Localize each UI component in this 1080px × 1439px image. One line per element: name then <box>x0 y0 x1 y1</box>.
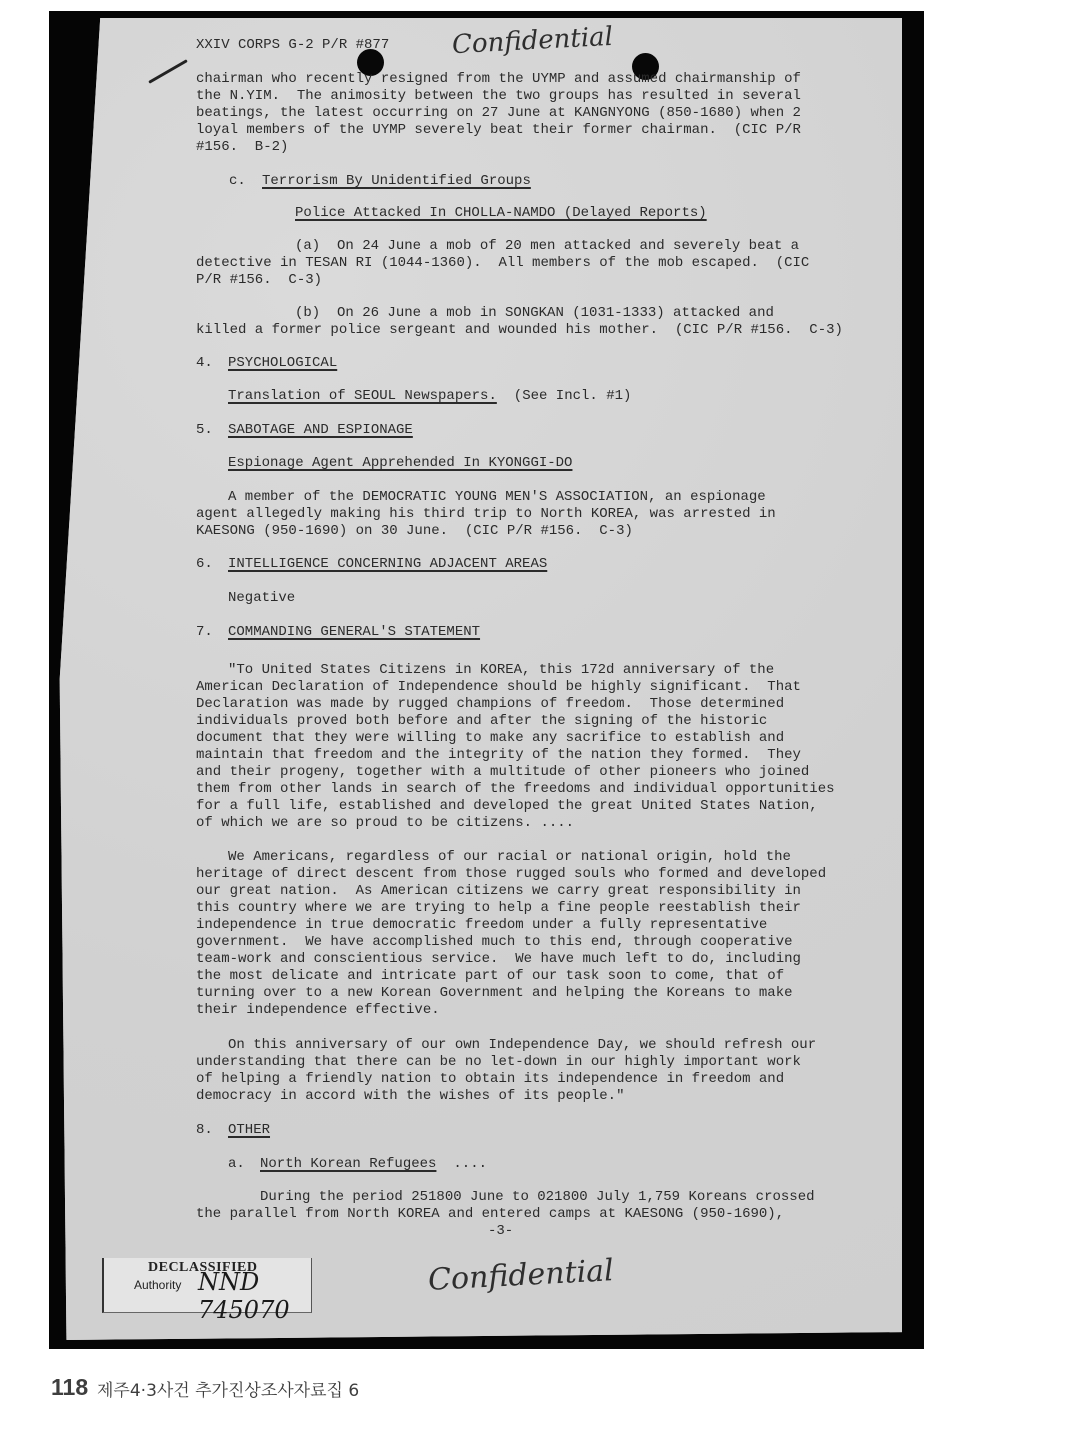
section-number: 5. <box>196 422 213 438</box>
section-subtitle: Police Attacked In CHOLLA-NAMDO (Delayed Reports) <box>295 205 707 221</box>
text-line: our great nation. As American citizens we carry great responsibility in <box>196 883 801 899</box>
book-page-number: 118 <box>51 1374 89 1400</box>
confidential-handwriting-top: Confidential <box>451 21 614 61</box>
stamp-authority-label: Authority <box>134 1278 182 1292</box>
text-line: Negative <box>228 590 296 606</box>
text-line: On this anniversary of our own Independence Day, we should refresh our <box>228 1037 817 1053</box>
text-line: of which we are so proud to be citizens. .... <box>196 815 575 831</box>
text-line: killed a former police sergeant and wounded his mother. (CIC P/R #156. C-3) <box>196 322 843 338</box>
text-line: understanding that there can be no let-down in our highly important work <box>196 1054 801 1070</box>
text-line: #156. B-2) <box>196 139 289 155</box>
text-line: KAESONG (950-1690) on 30 June. (CIC P/R #156. C-3) <box>196 523 633 539</box>
text-line: and their progeny, together with a multitude of other pioneers who joined <box>196 764 810 780</box>
text-line: their independence effective. <box>196 1002 440 1018</box>
text-line: democracy in accord with the wishes of its people." <box>196 1088 625 1104</box>
text-line: beatings, the latest occurring on 27 June at KANGNYONG (850-1680) when 2 <box>196 105 801 121</box>
text-line: loyal members of the UYMP severely beat their former chairman. (CIC P/R <box>196 122 801 138</box>
text-line: turning over to a new Korean Government and helping the Koreans to make <box>196 985 793 1001</box>
section-title: OTHER <box>228 1122 271 1138</box>
section-label: c. <box>229 173 246 189</box>
stamp-title: DECLASSIFIED <box>148 1260 258 1275</box>
section-subtitle: Espionage Agent Apprehended In KYONGGI-DO <box>228 455 573 471</box>
text-line: for a full life, established and developed the great United States Nation, <box>196 798 818 814</box>
text-line: detective in TESAN RI (1044-1360). All members of the mob escaped. (CIC <box>196 255 810 271</box>
text-line: the N.YIM. The animosity between the two groups has resulted in several <box>196 88 801 104</box>
text-line: Translation of SEOUL Newspapers. <box>228 388 497 404</box>
text-line: American Declaration of Independence should be highly significant. That <box>196 679 801 695</box>
text-line: this country where we are trying to help a fine people reestablish their <box>196 900 801 916</box>
text-line: A member of the DEMOCRATIC YOUNG MEN'S ASSOCIATION, an espionage <box>228 489 766 505</box>
text-line: Declaration was made by rugged champions of freedom. Those determined <box>196 696 785 712</box>
text-line: .... <box>445 1156 488 1172</box>
text-line: team-work and conscientious service. We have much left to do, including <box>196 951 801 967</box>
confidential-handwriting-bottom: Confidential <box>427 1253 615 1298</box>
text-line: heritage of direct descent from those rugged souls who formed and developed <box>196 866 827 882</box>
section-number: 8. <box>196 1122 213 1138</box>
text-line: of helping a friendly nation to obtain its independence in freedom and <box>196 1071 785 1087</box>
text-line: the parallel from North KOREA and entered camps at KAESONG (950-1690), <box>196 1206 785 1222</box>
subsection-title: North Korean Refugees <box>260 1156 437 1172</box>
stamp-authority-value: NND 745070 <box>198 1268 290 1324</box>
text-line: independence in true democratic freedom under a fully representative <box>196 917 768 933</box>
text-line: P/R #156. C-3) <box>196 272 323 288</box>
text-line: document that they were willing to make any sacrifice to establish and <box>196 730 785 746</box>
page-number: -3- <box>488 1223 514 1239</box>
document-header: XXIV CORPS G-2 P/R #877 <box>196 37 390 53</box>
section-title: INTELLIGENCE CONCERNING ADJACENT AREAS <box>228 556 548 572</box>
text-line: (See Incl. #1) <box>497 388 632 404</box>
text-line: them from other lands in search of the freedoms and individual opportunities <box>196 781 835 797</box>
text-line: (a) On 24 June a mob of 20 men attacked and severely beat a <box>295 238 800 254</box>
section-title: PSYCHOLOGICAL <box>228 355 338 371</box>
declassified-stamp <box>102 1258 312 1324</box>
book-title: 제주4·3사건 추가진상조사자료집 6 <box>97 1381 360 1401</box>
text-line: "To United States Citizens in KOREA, this 172d anniversary of the <box>228 662 775 678</box>
section-number: 6. <box>196 556 213 572</box>
text-line: individuals proved both before and after the signing of the historic <box>196 713 768 729</box>
section-number: 4. <box>196 355 213 371</box>
text-line: government. We have accomplished much to this end, through cooperative <box>196 934 793 950</box>
section-title: SABOTAGE AND ESPIONAGE <box>228 422 413 438</box>
text-line: the most delicate and intricate part of our task soon to come, that of <box>196 968 785 984</box>
text-line: chairman who recently resigned from the UYMP and assumed chairmanship of <box>196 71 801 87</box>
text-line: (b) On 26 June a mob in SONGKAN (1031-1333) attacked and <box>295 305 774 321</box>
text-line: We Americans, regardless of our racial or national origin, hold the <box>228 849 791 865</box>
section-number: 7. <box>196 624 213 640</box>
text-line: agent allegedly making his third trip to North KOREA, was arrested in <box>196 506 776 522</box>
text-line: During the period 251800 June to 021800 July 1,759 Koreans crossed <box>260 1189 815 1205</box>
section-title: Terrorism By Unidentified Groups <box>262 173 531 189</box>
section-title: COMMANDING GENERAL'S STATEMENT <box>228 624 481 640</box>
text-line: maintain that freedom and the integrity of the nation they formed. They <box>196 747 801 763</box>
subsection-label: a. <box>228 1156 245 1172</box>
